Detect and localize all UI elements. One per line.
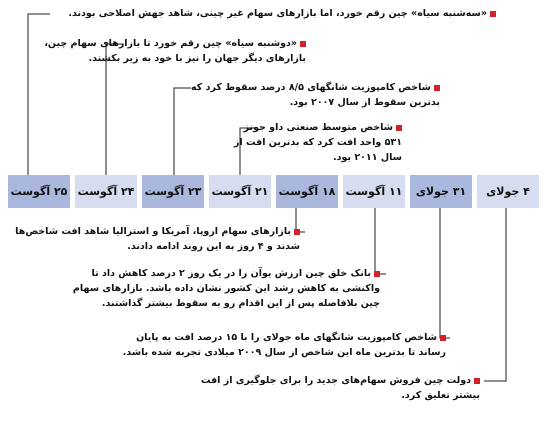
bullet-square-icon bbox=[474, 378, 480, 384]
bullet-square-icon bbox=[440, 335, 446, 341]
bullet-square-icon bbox=[300, 41, 306, 47]
event-note-aug11: بانک خلق چین ارزش یوآن را در یک روز ۲ درصد کاهش داد تا واکنشی به کاهش رشد این کشور نشان داده باشد. بازارهای سهام چین بلافاصله پس از این اقدام رو به سقوط بیشتر گذاشتند. bbox=[72, 268, 380, 309]
bullet-square-icon bbox=[374, 271, 380, 277]
bullet-square-icon bbox=[396, 125, 402, 131]
timeline-date-aug25: ۲۵ آگوست bbox=[8, 175, 70, 208]
timeline-date-jul31: ۳۱ جولای bbox=[410, 175, 472, 208]
bullet-square-icon bbox=[434, 85, 440, 91]
event-note-aug21: شاخص کامپوزیت شانگهای ۸/۵ درصد سقوط کرد که بدترین سقوط از سال ۲۰۰۷ بود. bbox=[190, 82, 440, 108]
event-note-aug25: «سه‌شنبه سیاه» چین رقم خورد، اما بازارهای سهام غیر چینی، شاهد جهش اصلاحی بودند. bbox=[68, 6, 496, 21]
event-note-jul4: دولت چین فروش سهام‌های جدید را برای جلوگیری از افت بیشتر تعلیق کرد. bbox=[200, 375, 480, 401]
connector-aug11 bbox=[375, 208, 386, 274]
connector-jul31 bbox=[440, 208, 450, 338]
bullet-square-icon bbox=[490, 11, 496, 17]
timeline-date-aug18: ۱۸ آگوست bbox=[276, 175, 338, 208]
connector-jul4 bbox=[484, 208, 506, 381]
timeline-date-aug23: ۲۳ آگوست bbox=[142, 175, 204, 208]
timeline-date-aug24: ۲۴ آگوست bbox=[75, 175, 137, 208]
event-note-aug18: شاخص متوسط صنعتی داو جونز ۵۳۱ واحد افت کرد که بدترین افت از سال ۲۰۱۱ بود. bbox=[233, 122, 402, 163]
timeline-date-jul4: ۴ جولای bbox=[477, 175, 539, 208]
event-note-aug24: «دوشنبه سیاه» چین رقم خورد تا بازارهای سهام چین، بازارهای دیگر جهان را نیز با خود به زیر بکشند. bbox=[44, 38, 306, 64]
bullet-square-icon bbox=[294, 229, 300, 235]
event-note-aug18-markets: بازارهای سهام اروپا، آمریکا و استرالیا شاهد افت شاخص‌ها شدند و ۴ روز به این روند ادامه دادند. bbox=[15, 226, 300, 252]
timeline-date-aug11: ۱۱ آگوست bbox=[343, 175, 405, 208]
timeline-date-aug21: ۲۱ آگوست bbox=[209, 175, 271, 208]
event-note-jul31: شاخص کامپوزیت شانگهای ماه جولای را با ۱۵ درصد افت به پایان رساند تا بدترین ماه این شاخص از سال ۲۰۰۹ میلادی تجربه شده باشد. bbox=[122, 332, 446, 358]
connector-aug23 bbox=[174, 88, 191, 175]
